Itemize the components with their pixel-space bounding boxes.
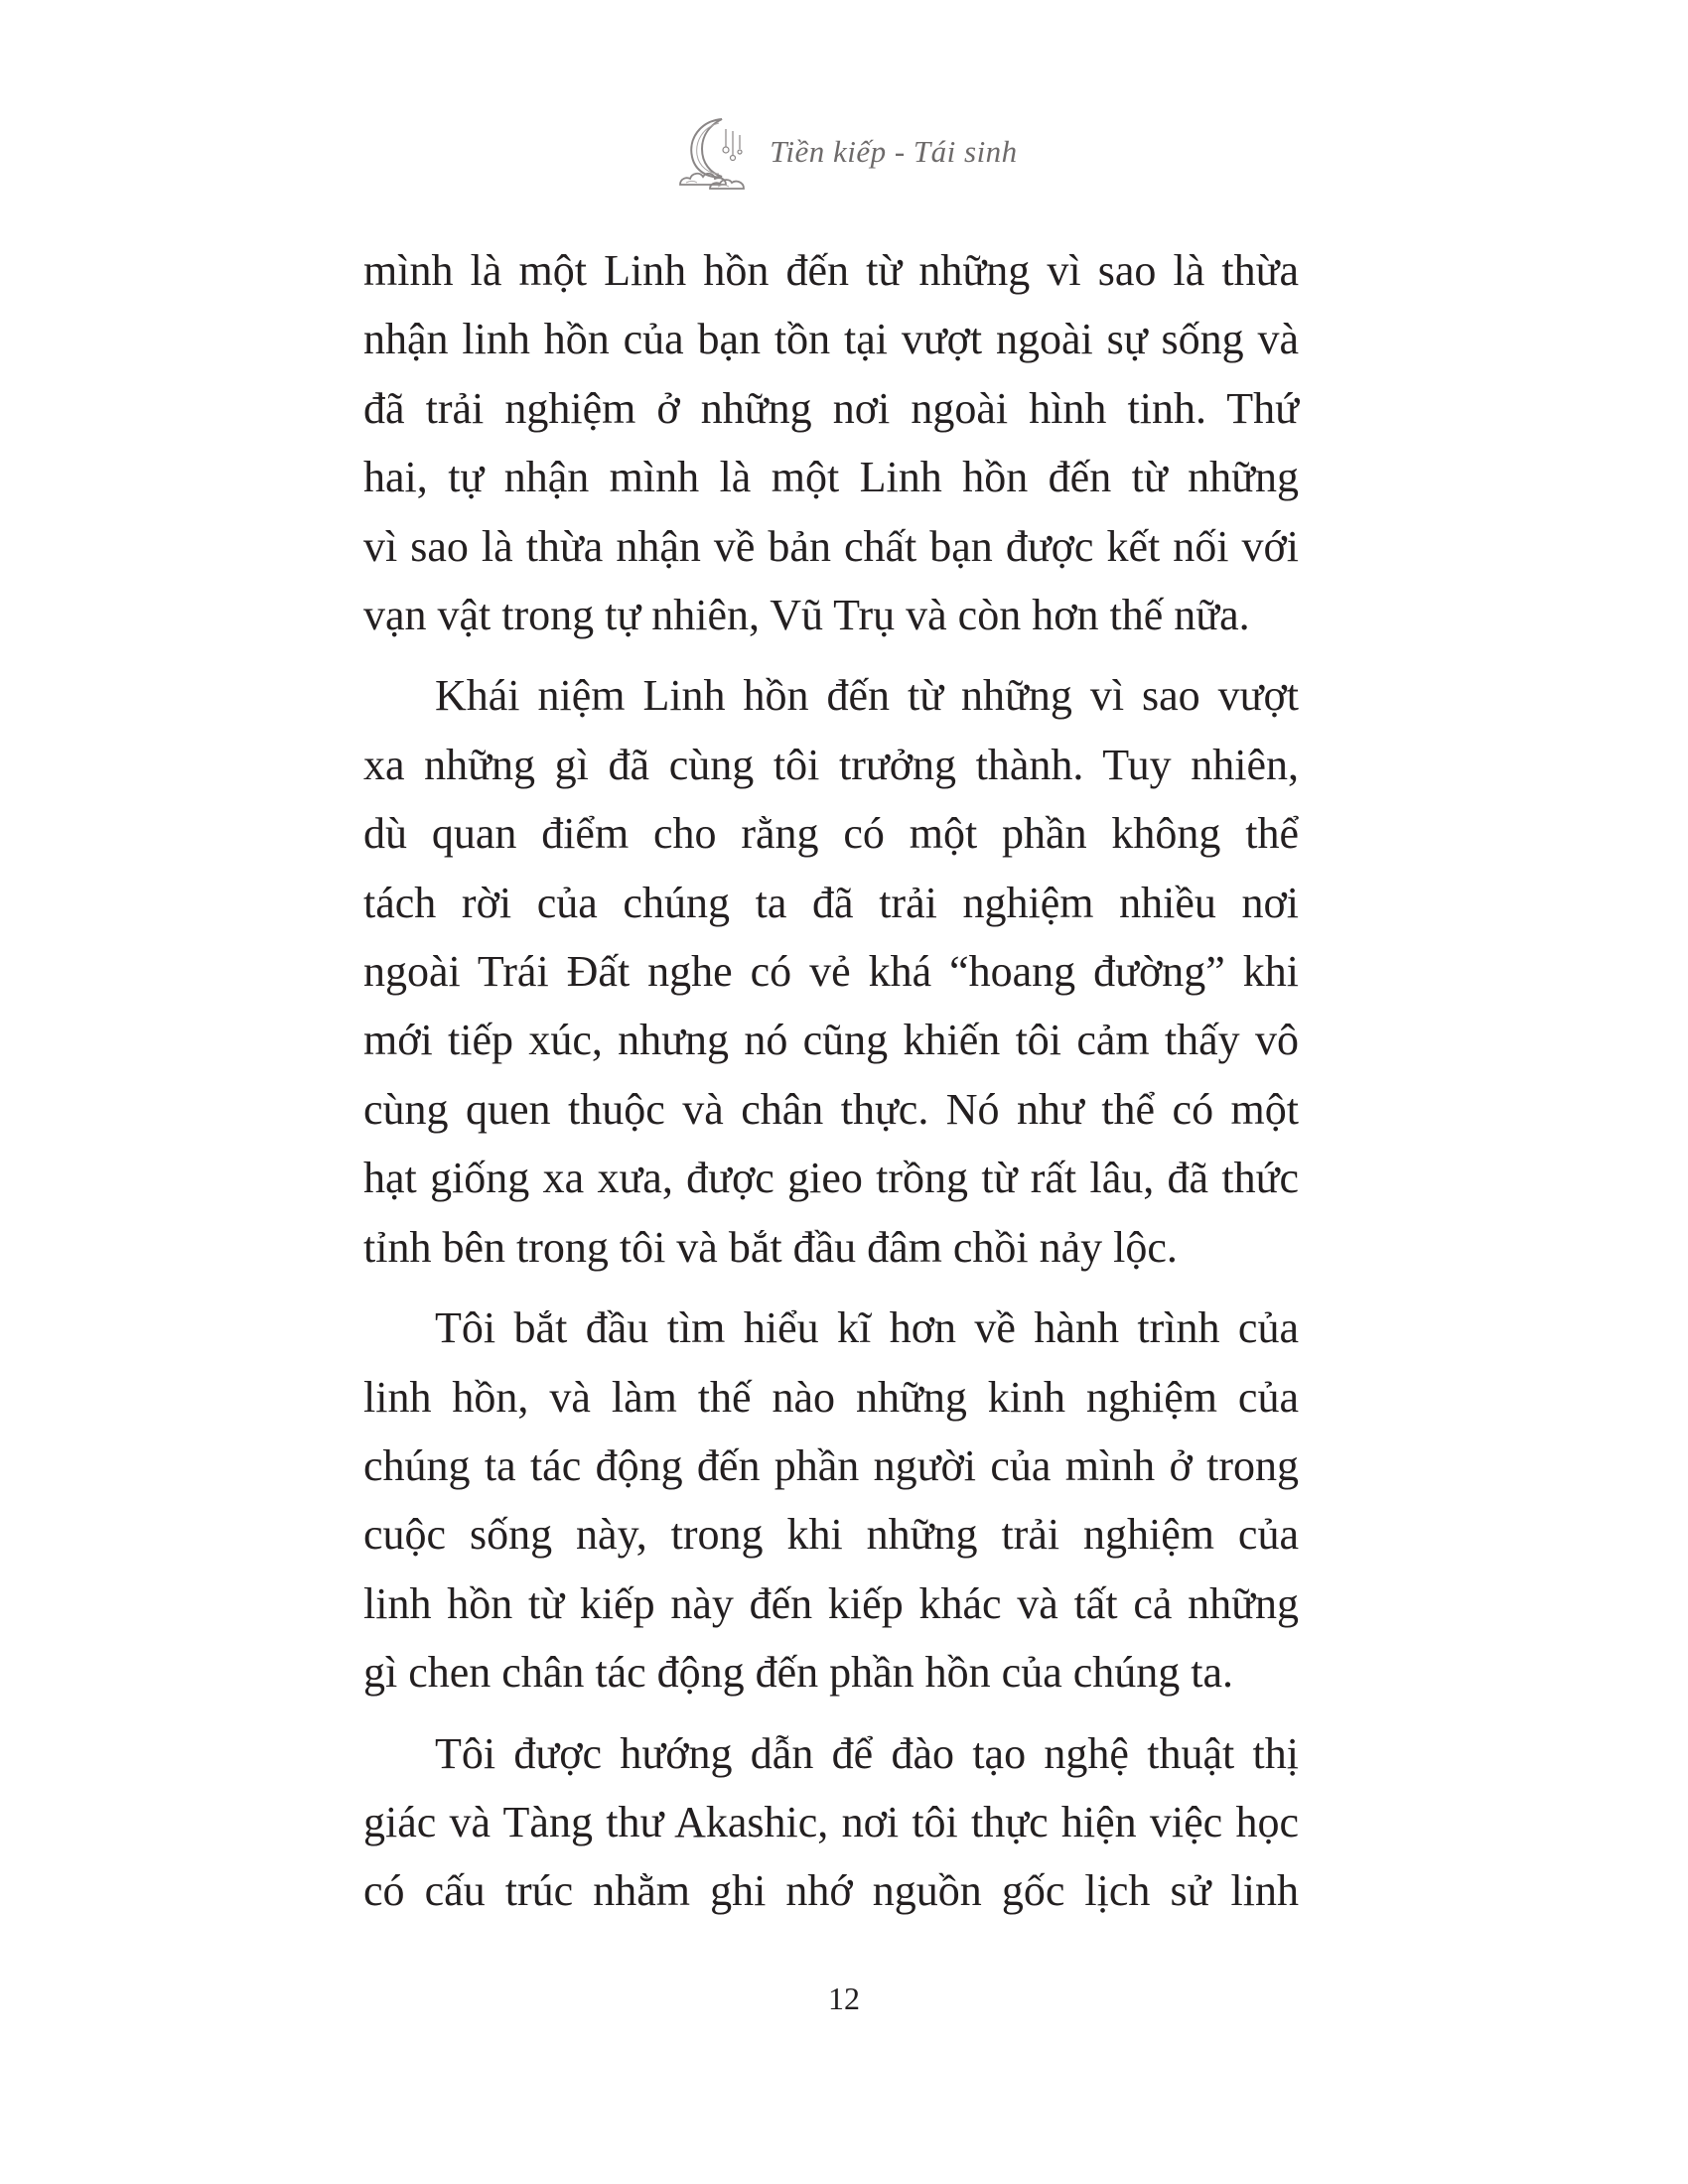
text-line: Tôi được hướng dẫn để đào tạo nghệ thuật thị bbox=[435, 1728, 1299, 1778]
text-line: nhận linh hồn của bạn tồn tại vượt ngoài sự sống và bbox=[363, 315, 1299, 364]
text-line: hạt giống xa xưa, được gieo trồng từ rất lâu, đã thức bbox=[363, 1154, 1299, 1203]
text-line: giác và Tàng thư Akashic, nơi tôi thực hiện việc học bbox=[363, 1797, 1299, 1846]
text-line: đã trải nghiệm ở những nơi ngoài hình tinh. Thứ bbox=[363, 383, 1299, 433]
text-line: cùng quen thuộc và chân thực. Nó như thể có một bbox=[363, 1084, 1299, 1134]
body-text bbox=[363, 236, 1299, 1938]
paragraph-2 bbox=[363, 661, 1299, 1282]
paragraph-3 bbox=[363, 1294, 1299, 1706]
running-header-title: Tiền kiếp - Tái sinh bbox=[770, 134, 1018, 169]
text-line: dù quan điểm cho rằng có một phần không thể bbox=[363, 809, 1299, 859]
text-line: có cấu trúc nhằm ghi nhớ nguồn gốc lịch sử linh bbox=[363, 1866, 1299, 1916]
text-line: gì chen chân tác động đến phần hồn của chúng ta. bbox=[363, 1648, 1234, 1698]
text-line: Khái niệm Linh hồn đến từ những vì sao vượt bbox=[435, 671, 1299, 721]
text-line: mình là một Linh hồn đến từ những vì sao là thừa bbox=[363, 246, 1299, 295]
text-line: vì sao là thừa nhận về bản chất bạn được kết nối với bbox=[363, 521, 1299, 571]
text-line: chúng ta tác động đến phần người của mình ở trong bbox=[363, 1440, 1299, 1490]
text-line: tỉnh bên trong tôi và bắt đầu đâm chồi nảy lộc. bbox=[363, 1222, 1178, 1272]
crescent-moon-cloud-emblem-icon bbox=[670, 107, 760, 197]
text-line: cuộc sống này, trong khi những trải nghiệm của bbox=[363, 1510, 1299, 1560]
text-line: hai, tự nhận mình là một Linh hồn đến từ những bbox=[363, 453, 1299, 502]
paragraph-1 bbox=[363, 236, 1299, 649]
text-line: linh hồn từ kiếp này đến kiếp khác và tất cả những bbox=[363, 1578, 1299, 1628]
page-number: 12 bbox=[828, 1980, 860, 2016]
text-line: mới tiếp xúc, nhưng nó cũng khiến tôi cảm thấy vô bbox=[363, 1016, 1299, 1065]
text-line: Tôi bắt đầu tìm hiểu kĩ hơn về hành trình của bbox=[435, 1303, 1299, 1353]
text-line: vạn vật trong tự nhiên, Vũ Trụ và còn hơn thế nữa. bbox=[363, 591, 1250, 640]
text-line: tách rời của chúng ta đã trải nghiệm nhiều nơi bbox=[363, 878, 1299, 927]
running-header bbox=[0, 107, 1688, 197]
text-line: xa những gì đã cùng tôi trưởng thành. Tuy nhiên, bbox=[363, 740, 1299, 789]
text-line: linh hồn, và làm thế nào những kinh nghiệm của bbox=[363, 1372, 1299, 1422]
paragraph-4 bbox=[363, 1719, 1299, 1926]
text-line: ngoài Trái Đất nghe có vẻ khá “hoang đường” khi bbox=[363, 947, 1299, 997]
